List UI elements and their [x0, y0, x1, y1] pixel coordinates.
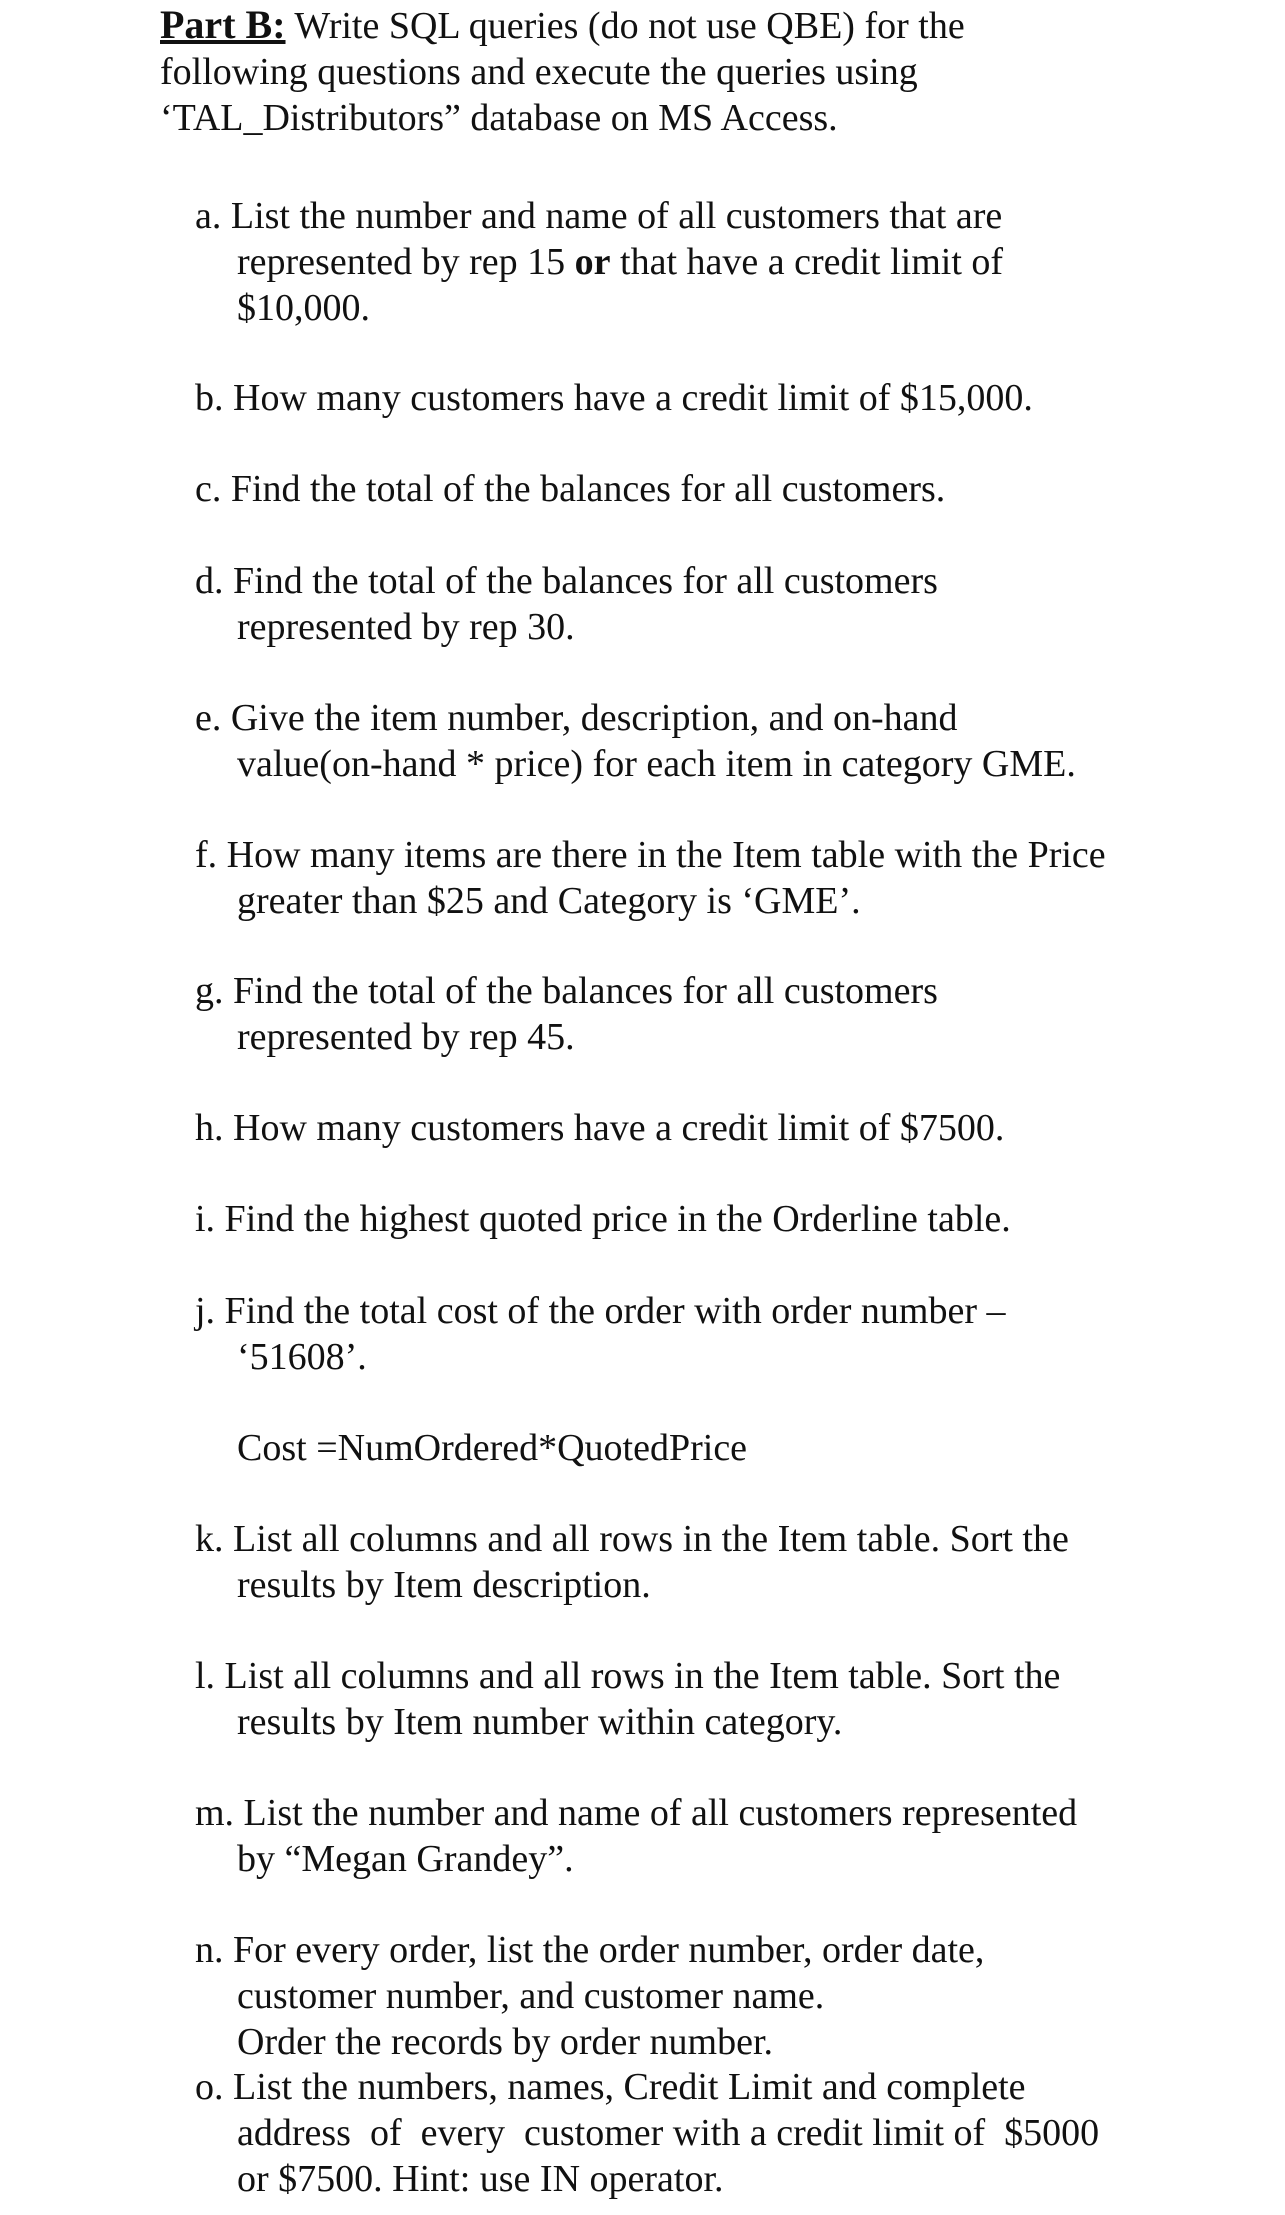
question-h-line-1: h. How many customers have a credit limit of $7500. [195, 1107, 1005, 1149]
question-o [195, 2064, 1195, 2202]
question-c-line-1: c. Find the total of the balances for all customers. [195, 468, 946, 510]
question-l-line-1: l. List all columns and all rows in the Item table. Sort the [195, 1655, 1061, 1697]
question-i-line-1: i. Find the highest quoted price in the Orderline table. [195, 1198, 1011, 1240]
question-b-line-1: b. How many customers have a credit limit of $15,000. [195, 377, 1033, 419]
question-n-line-2: customer number, and customer name. [237, 1975, 825, 2017]
question-a-line-2 [195, 239, 1195, 285]
question-k-line-2: results by Item description. [237, 1564, 651, 1606]
question-f-line-2: greater than $25 and Category is ‘GME’. [237, 880, 861, 922]
question-k-line-1: k. List all columns and all rows in the Item table. Sort the [195, 1518, 1069, 1560]
question-c [195, 466, 1195, 512]
question-g [195, 968, 1195, 1060]
question-e-line-1: e. Give the item number, description, and on-hand [195, 697, 958, 739]
question-j [195, 1288, 1195, 1380]
question-b [195, 375, 1195, 421]
question-a-line-3: $10,000. [237, 287, 370, 329]
question-j-cost-note: Cost =NumOrdered*QuotedPrice [237, 1427, 748, 1469]
question-d-line-2: represented by rep 30. [237, 606, 575, 648]
question-d-line-1: d. Find the total of the balances for all customers [195, 560, 938, 602]
header-line-2: following questions and execute the queries using [160, 51, 918, 93]
question-m [195, 1790, 1195, 1882]
question-j-line-1: j. Find the total cost of the order with order number – [195, 1290, 1006, 1332]
question-k [195, 1516, 1195, 1608]
question-d [195, 558, 1195, 650]
question-o-line-1: o. List the numbers, names, Credit Limit and complete [195, 2066, 1026, 2108]
question-m-line-1: m. List the number and name of all customers represented [195, 1792, 1078, 1834]
question-n-line-1: n. For every order, list the order number, order date, [195, 1929, 985, 1971]
question-a-bold-or: or [574, 241, 611, 283]
question-f-line-1: f. How many items are there in the Item table with the Price [195, 834, 1106, 876]
question-e [195, 695, 1195, 787]
question-l-line-2: results by Item number within category. [237, 1701, 843, 1743]
question-l [195, 1653, 1195, 1745]
question-a [195, 193, 1195, 331]
question-n-line-3: Order the records by order number. [237, 2021, 774, 2063]
question-g-line-1: g. Find the total of the balances for all customers [195, 970, 938, 1012]
question-j-line-2: ‘51608’. [237, 1336, 367, 1378]
question-n [195, 1927, 1195, 2065]
question-g-line-2: represented by rep 45. [237, 1016, 575, 1058]
question-e-line-2: value(on-hand * price) for each item in category GME. [237, 743, 1076, 785]
header-line-1: Write SQL queries (do not use QBE) for the [294, 5, 965, 47]
question-a-text: represented by rep 15 [237, 241, 575, 283]
question-o-line-3: or $7500. Hint: use IN operator. [237, 2158, 724, 2200]
question-f [195, 832, 1195, 924]
question-o-line-2: address of every customer with a credit limit of $5000 [237, 2112, 1100, 2154]
question-i [195, 1196, 1195, 1242]
question-a-text-end: that have a credit limit of [610, 241, 1004, 283]
part-b-label: Part B: [160, 2, 286, 47]
question-h [195, 1105, 1195, 1151]
question-m-line-2: by “Megan Grandey”. [237, 1838, 574, 1880]
part-b-header [160, 2, 1160, 141]
header-line-3: ‘TAL_Distributors” database on MS Access. [160, 97, 838, 139]
question-a-line-1: a. List the number and name of all customers that are [195, 195, 1003, 237]
